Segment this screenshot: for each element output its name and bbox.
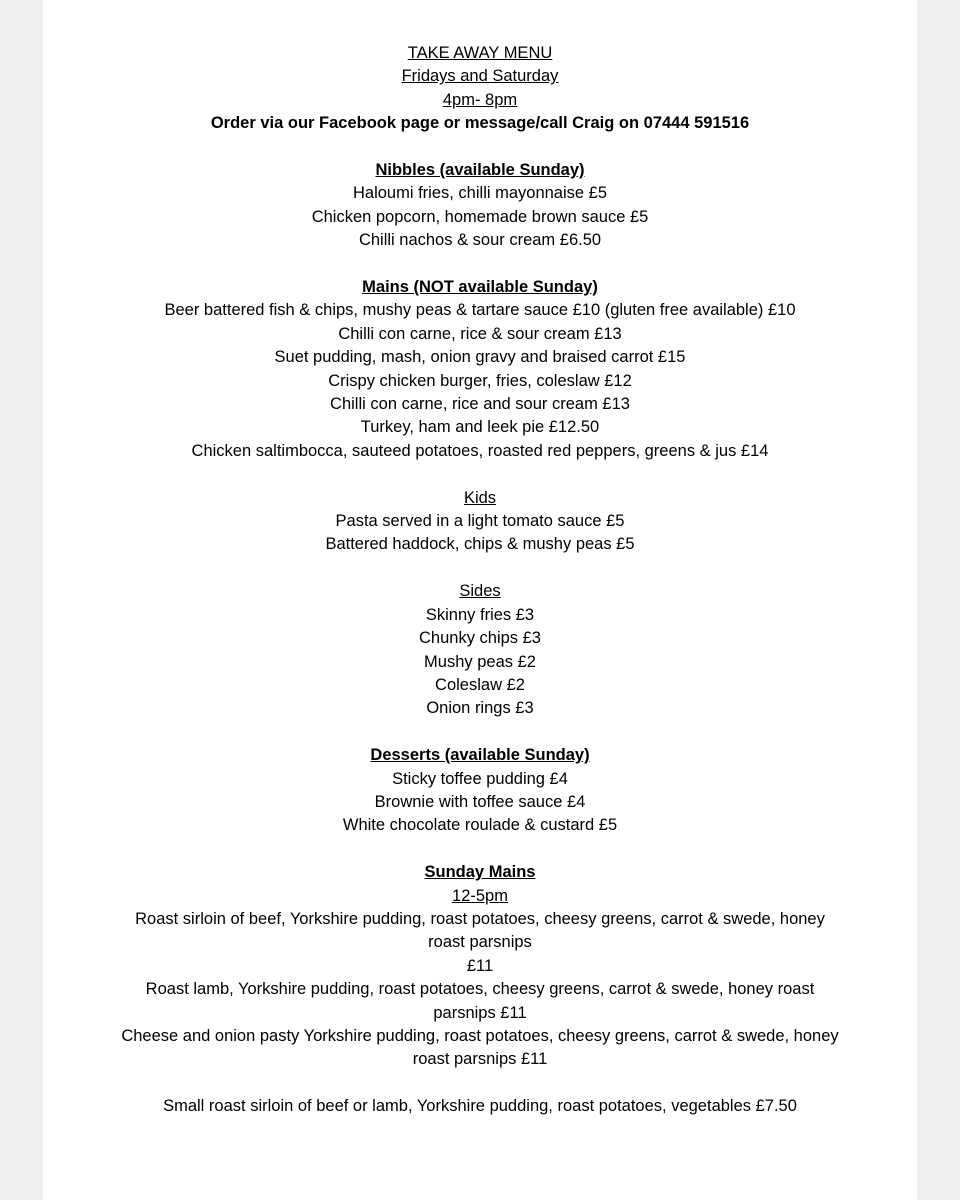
mains-heading: Mains (NOT available Sunday): [362, 278, 598, 297]
sides-item: Mushy peas £2: [424, 652, 536, 671]
sunday-heading: Sunday Mains: [424, 863, 536, 882]
mains-item: Crispy chicken burger, fries, coleslaw £12: [328, 371, 632, 390]
spacer: [43, 253, 917, 276]
nibbles-heading: Nibbles (available Sunday): [375, 161, 585, 180]
sunday-item-pasty-line: Cheese and onion pasty Yorkshire pudding, roast potatoes, cheesy greens, carrot & swede, honey: [121, 1026, 839, 1045]
sunday-item-beef-line: roast parsnips: [428, 933, 532, 952]
sunday-item-beef-price: £11: [466, 956, 494, 975]
sides-item: Coleslaw £2: [435, 675, 525, 694]
spacer: [43, 463, 917, 486]
spacer: [43, 721, 917, 744]
sunday-item-pasty-line: roast parsnips £11: [412, 1050, 548, 1069]
menu-content: [43, 42, 917, 1119]
sides-item: Skinny fries £3: [425, 605, 535, 624]
spacer: [43, 557, 917, 580]
nibbles-item: Chilli nachos & sour cream £6.50: [358, 231, 602, 250]
kids-item: Pasta served in a light tomato sauce £5: [335, 512, 625, 531]
kids-item: Battered haddock, chips & mushy peas £5: [325, 535, 635, 554]
desserts-item: Sticky toffee pudding £4: [392, 769, 568, 788]
sunday-hours: 12-5pm: [452, 886, 508, 905]
mains-item: Suet pudding, mash, onion gravy and braised carrot £15: [274, 348, 686, 367]
sunday-item-lamb-line: Roast lamb, Yorkshire pudding, roast potatoes, cheesy greens, carrot & swede, honey roast: [145, 980, 815, 999]
small-roast-item: Small roast sirloin of beef or lamb, Yorkshire pudding, roast potatoes, vegetables £7.50: [163, 1097, 797, 1116]
sides-item: Onion rings £3: [426, 699, 534, 718]
nibbles-item: Haloumi fries, chilli mayonnaise £5: [352, 184, 608, 203]
sunday-item-lamb-line: parsnips £11: [433, 1003, 527, 1022]
mains-item: Turkey, ham and leek pie £12.50: [360, 418, 600, 437]
desserts-item: Brownie with toffee sauce £4: [374, 792, 586, 811]
menu-days: Fridays and Saturday: [401, 67, 559, 86]
spacer: [43, 1072, 917, 1095]
menu-title: TAKE AWAY MENU: [407, 44, 553, 62]
desserts-item: White chocolate roulade & custard £5: [342, 816, 618, 835]
nibbles-item: Chicken popcorn, homemade brown sauce £5: [311, 207, 649, 226]
desserts-heading: Desserts (available Sunday): [370, 746, 590, 765]
kids-heading: Kids: [463, 488, 497, 507]
mains-item: Chilli con carne, rice & sour cream £13: [338, 324, 622, 343]
mains-item: Chilli con carne, rice and sour cream £13: [330, 395, 630, 414]
sunday-item-beef-line: Roast sirloin of beef, Yorkshire pudding, roast potatoes, cheesy greens, carrot & swede, honey: [135, 909, 825, 928]
sides-heading: Sides: [459, 582, 501, 601]
sides-item: Chunky chips £3: [419, 629, 541, 648]
spacer: [43, 136, 917, 159]
order-info: Order via our Facebook page or message/call Craig on 07444 591516: [210, 114, 750, 133]
mains-item: Chicken saltimbocca, sauteed potatoes, roasted red peppers, greens & jus £14: [191, 441, 769, 460]
menu-page: [43, 0, 917, 1200]
mains-item: Beer battered fish & chips, mushy peas & tartare sauce £10 (gluten free available) £10: [164, 301, 796, 320]
menu-hours: 4pm- 8pm: [442, 90, 518, 109]
spacer: [43, 838, 917, 861]
